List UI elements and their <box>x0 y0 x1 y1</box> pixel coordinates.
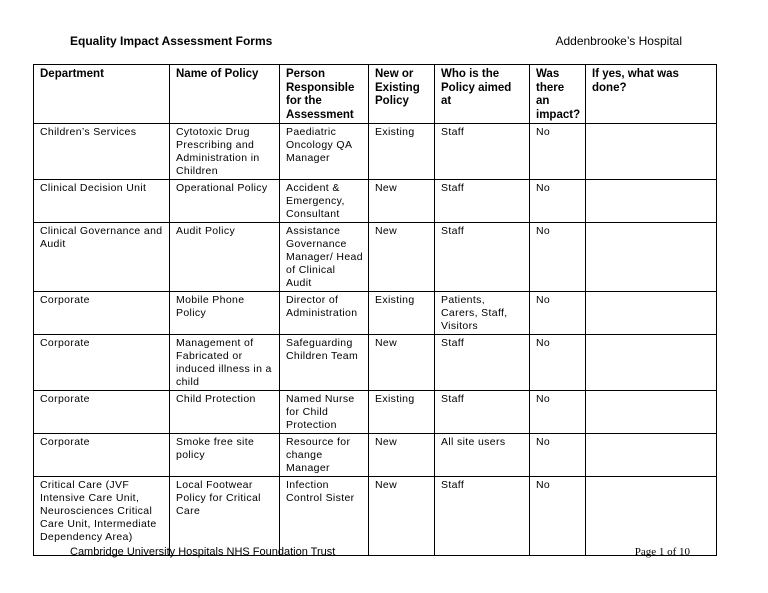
cell-new-or-existing: Existing <box>369 124 435 180</box>
cell-new-or-existing: New <box>369 477 435 556</box>
cell-person-responsible: Paediatric Oncology QA Manager <box>280 124 369 180</box>
cell-policy-name: Smoke free site policy <box>170 434 280 477</box>
document-title: Equality Impact Assessment Forms <box>70 34 273 48</box>
cell-policy-name: Operational Policy <box>170 180 280 223</box>
page-number: Page 1 of 10 <box>634 546 690 558</box>
table-header-row <box>34 65 717 124</box>
cell-impact: No <box>530 180 586 223</box>
cell-action-taken <box>586 391 717 434</box>
cell-department: Children’s Services <box>34 124 170 180</box>
organisation-name: Addenbrooke’s Hospital <box>555 34 682 48</box>
cell-person-responsible: Assistance Governance Manager/ Head of Clinical Audit <box>280 223 369 292</box>
column-header-department: Department <box>34 65 170 124</box>
cell-new-or-existing: New <box>369 223 435 292</box>
cell-new-or-existing: New <box>369 335 435 391</box>
cell-action-taken <box>586 292 717 335</box>
cell-action-taken <box>586 180 717 223</box>
table-row <box>34 477 717 556</box>
cell-impact: No <box>530 124 586 180</box>
table-row <box>34 391 717 434</box>
cell-department: Clinical Decision Unit <box>34 180 170 223</box>
cell-aimed-at: Staff <box>435 124 530 180</box>
cell-new-or-existing: New <box>369 434 435 477</box>
cell-action-taken <box>586 223 717 292</box>
column-header-person-responsible: Person Responsible for the Assessment <box>280 65 369 124</box>
assessment-table <box>33 64 717 556</box>
cell-department: Critical Care (JVF Intensive Care Unit, Neurosciences Critical Care Unit, Intermediate Dependency Area) <box>34 477 170 556</box>
cell-impact: No <box>530 335 586 391</box>
cell-impact: No <box>530 223 586 292</box>
cell-department: Corporate <box>34 335 170 391</box>
cell-aimed-at: All site users <box>435 434 530 477</box>
cell-policy-name: Child Protection <box>170 391 280 434</box>
cell-action-taken <box>586 124 717 180</box>
table-row <box>34 180 717 223</box>
cell-aimed-at: Staff <box>435 391 530 434</box>
footer-trust-name: Cambridge University Hospitals NHS Foundation Trust <box>70 546 336 558</box>
cell-person-responsible: Resource for change Manager <box>280 434 369 477</box>
cell-new-or-existing: New <box>369 180 435 223</box>
cell-impact: No <box>530 391 586 434</box>
cell-person-responsible: Accident & Emergency, Consultant <box>280 180 369 223</box>
cell-action-taken <box>586 477 717 556</box>
table-row <box>34 434 717 477</box>
cell-new-or-existing: Existing <box>369 292 435 335</box>
cell-impact: No <box>530 292 586 335</box>
cell-person-responsible: Named Nurse for Child Protection <box>280 391 369 434</box>
cell-person-responsible: Infection Control Sister <box>280 477 369 556</box>
cell-action-taken <box>586 335 717 391</box>
table-row <box>34 223 717 292</box>
cell-aimed-at: Staff <box>435 335 530 391</box>
table-row <box>34 292 717 335</box>
cell-aimed-at: Patients, Carers, Staff, Visitors <box>435 292 530 335</box>
table-row <box>34 124 717 180</box>
cell-impact: No <box>530 434 586 477</box>
column-header-impact: Was there an impact? <box>530 65 586 124</box>
cell-impact: No <box>530 477 586 556</box>
cell-department: Corporate <box>34 292 170 335</box>
cell-new-or-existing: Existing <box>369 391 435 434</box>
cell-person-responsible: Safeguarding Children Team <box>280 335 369 391</box>
column-header-new-or-existing: New or Existing Policy <box>369 65 435 124</box>
column-header-action-taken: If yes, what was done? <box>586 65 717 124</box>
cell-aimed-at: Staff <box>435 180 530 223</box>
cell-department: Corporate <box>34 391 170 434</box>
cell-aimed-at: Staff <box>435 477 530 556</box>
table-row <box>34 335 717 391</box>
column-header-policy-name: Name of Policy <box>170 65 280 124</box>
cell-policy-name: Mobile Phone Policy <box>170 292 280 335</box>
column-header-aimed-at: Who is the Policy aimed at <box>435 65 530 124</box>
cell-policy-name: Management of Fabricated or induced illness in a child <box>170 335 280 391</box>
cell-policy-name: Local Footwear Policy for Critical Care <box>170 477 280 556</box>
cell-policy-name: Cytotoxic Drug Prescribing and Administration in Children <box>170 124 280 180</box>
cell-aimed-at: Staff <box>435 223 530 292</box>
cell-policy-name: Audit Policy <box>170 223 280 292</box>
cell-department: Corporate <box>34 434 170 477</box>
cell-action-taken <box>586 434 717 477</box>
cell-person-responsible: Director of Administration <box>280 292 369 335</box>
cell-department: Clinical Governance and Audit <box>34 223 170 292</box>
